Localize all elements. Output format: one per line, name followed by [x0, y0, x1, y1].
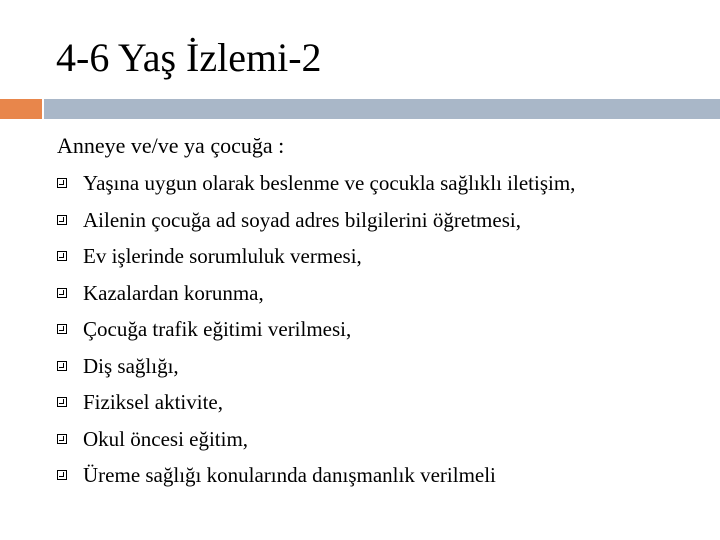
list-item-text: Kazalardan korunma,: [83, 280, 264, 305]
square-bullet-icon: [57, 215, 67, 225]
list-item: [57, 460, 575, 497]
list-item: [57, 168, 575, 205]
square-bullet-icon: [57, 251, 67, 261]
slide-title: 4-6 Yaş İzlemi-2: [56, 35, 322, 80]
list-item-text: Çocuğa trafik eğitimi verilmesi,: [83, 317, 352, 341]
square-bullet-icon: [57, 178, 67, 188]
square-bullet-icon: [57, 288, 67, 298]
list-item: [57, 278, 575, 315]
list-item-text: Üreme sağlığı konularında danışmanlık verilmeli: [83, 463, 496, 487]
square-bullet-icon: [57, 434, 67, 444]
list-item: [57, 314, 575, 351]
list-item-text: Diş sağlığı,: [83, 353, 179, 378]
square-bullet-icon: [57, 324, 67, 334]
bullet-list: [57, 168, 575, 497]
title-rule-bar: [44, 99, 720, 119]
list-item-text: Fiziksel aktivite,: [83, 390, 223, 414]
list-item: [57, 241, 575, 278]
square-bullet-icon: [57, 470, 67, 480]
list-item-text: Ailenin çocuğa ad soyad adres bilgilerini öğretmesi,: [83, 207, 521, 232]
list-item-text: Ev işlerinde sorumluluk vermesi,: [83, 244, 362, 268]
title-rule-separator: [42, 99, 43, 119]
list-item: [57, 387, 575, 424]
list-item-text: Yaşına uygun olarak beslenme ve çocukla sağlıklı iletişim,: [83, 171, 576, 195]
list-item: [57, 351, 575, 388]
square-bullet-icon: [57, 361, 67, 371]
list-item: [57, 424, 575, 461]
list-item-text: Okul öncesi eğitim,: [83, 426, 249, 451]
title-rule-accent: [0, 99, 42, 119]
square-bullet-icon: [57, 397, 67, 407]
content-heading: Anneye ve/ve ya çocuğa :: [57, 133, 285, 158]
list-item: [57, 205, 575, 242]
